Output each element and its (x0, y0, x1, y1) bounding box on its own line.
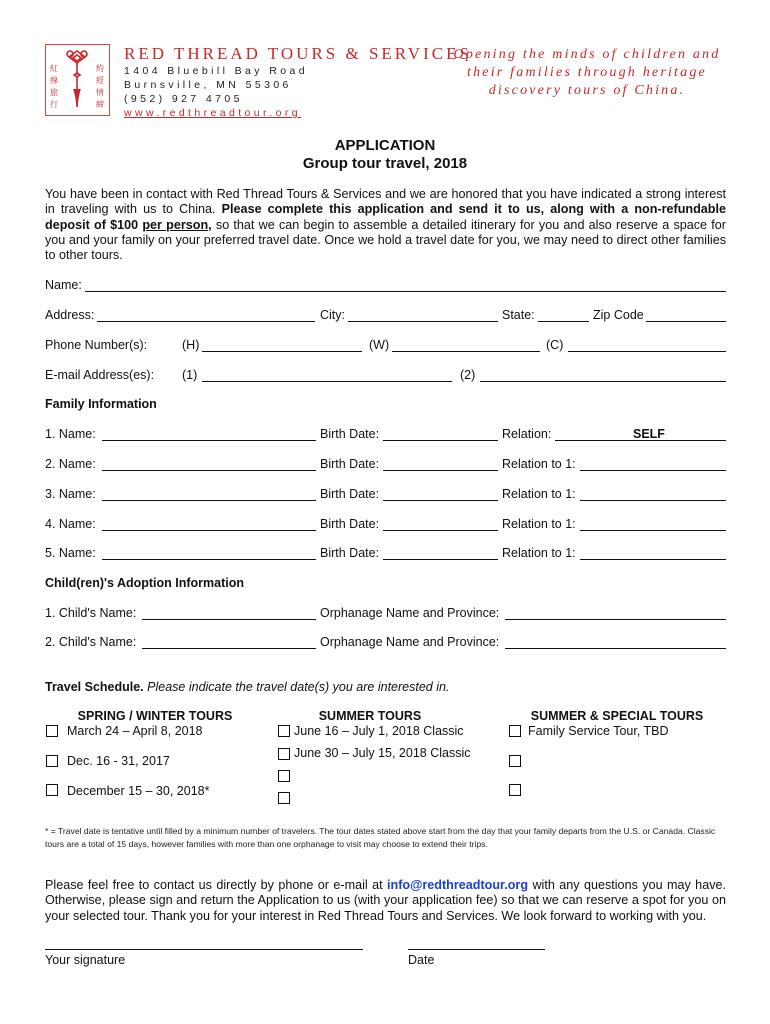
zip-field[interactable] (646, 321, 726, 322)
adoption-info-heading: Child(ren)'s Adoption Information (45, 576, 245, 590)
application-subtitle: Group tour travel, 2018 (302, 155, 468, 172)
email-1-field[interactable] (202, 381, 452, 382)
closing-paragraph (45, 878, 726, 924)
schedule-footnote: * = Travel date is tentative until filled by a minimum number of travelers. The tour dates stated above start from the day that your family departs from the U.S. or Canada. Classic tours are a total of 15 days, however families with more than one orphanage to visit may choose to extend their trips. (45, 826, 716, 849)
birth-date-field[interactable] (383, 500, 498, 501)
company-phone: (952) 927 4705 (124, 93, 243, 105)
application-title: APPLICATION (334, 137, 436, 154)
travel-schedule-title: Travel Schedule. (45, 680, 144, 694)
family-name-label: 3. Name: (45, 487, 96, 501)
tour-checkbox-blank[interactable] (509, 784, 521, 796)
city-field[interactable] (348, 321, 498, 322)
family-name-label: 1. Name: (45, 427, 96, 441)
family-name-field[interactable] (102, 559, 316, 560)
phone-cell-field[interactable] (568, 351, 726, 352)
address-field[interactable] (97, 321, 315, 322)
birth-date-field[interactable] (383, 530, 498, 531)
company-name: RED THREAD TOURS & SERVICES (124, 44, 472, 63)
orphanage-2-label: Orphanage Name and Province: (320, 635, 500, 649)
date-field[interactable] (408, 949, 545, 950)
orphanage-2-field[interactable] (505, 648, 726, 649)
svg-text:締: 締 (96, 100, 104, 109)
contact-email-link[interactable]: info@redthreadtour.org (387, 878, 529, 892)
intro-deposit-text: Please complete this application and send it to us, along with a non-refundable deposit of $100 (45, 202, 726, 232)
relation-self-value: SELF (633, 427, 665, 441)
family-name-field[interactable] (102, 470, 316, 471)
svg-text:紅: 紅 (50, 64, 58, 73)
birth-date-field[interactable] (383, 559, 498, 560)
intro-per-person: per person, (142, 217, 212, 232)
spring-winter-header: SPRING / WINTER TOURS (77, 709, 233, 723)
tour-checkbox-jun-30[interactable] (278, 748, 290, 760)
tour-checkbox-dec-2017[interactable] (46, 755, 58, 767)
birth-date-label: Birth Date: (320, 517, 380, 531)
signature-label: Your signature (45, 953, 126, 967)
tour-option-label: June 30 – July 15, 2018 Classic (294, 746, 471, 760)
phone-label: Phone Number(s): (45, 338, 148, 352)
tour-checkbox-blank[interactable] (509, 755, 521, 767)
family-name-field[interactable] (102, 500, 316, 501)
summer-special-header: SUMMER & SPECIAL TOURS (530, 709, 704, 723)
email-2-field[interactable] (480, 381, 726, 382)
address-line-1: 1404 Bluebill Bay Road (124, 65, 308, 77)
tour-checkbox-dec-2018[interactable] (46, 784, 58, 796)
email-label: E-mail Address(es): (45, 368, 155, 382)
orphanage-1-label: Orphanage Name and Province: (320, 606, 500, 620)
birth-date-field[interactable] (383, 440, 498, 441)
tour-checkbox-mar-2018[interactable] (46, 725, 58, 737)
state-label: State: (502, 308, 535, 322)
signature-field[interactable] (45, 949, 363, 950)
intro-text: You have been in contact with Red Thread Tours & Services and we are honored that you have indicated a strong interest in traveling with us to China. (45, 187, 726, 217)
intro-paragraph (45, 187, 726, 263)
closing-text-continued: with any questions you may have. Otherwise, please sign and return the Application to us (with your application fee) so that we can reserve a spot for you on your selected tour. Thank you for your interest in Red Thread Tours and Services. We look forward to working with you. (45, 878, 726, 923)
birth-date-label: Birth Date: (320, 457, 380, 471)
child-2-name-label: 2. Child's Name: (45, 635, 137, 649)
tour-checkbox-jun-16[interactable] (278, 725, 290, 737)
relation-label: Relation to 1: (502, 457, 576, 471)
closing-text: Please feel free to contact us directly by phone or e-mail at (45, 878, 388, 892)
relation-label: Relation: (502, 427, 552, 441)
relation-field[interactable] (580, 559, 726, 560)
tour-option-label: June 16 – July 1, 2018 Classic (294, 724, 464, 738)
birth-date-label: Birth Date: (320, 487, 380, 501)
address-label: Address: (45, 308, 95, 322)
phone-cell-label: (C) (546, 338, 564, 352)
tour-option-label: Family Service Tour, TBD (528, 724, 669, 738)
svg-text:行: 行 (50, 100, 58, 109)
name-label: Name: (45, 278, 82, 292)
relation-field[interactable] (580, 500, 726, 501)
chinese-knot-icon (46, 45, 109, 115)
relation-label: Relation to 1: (502, 487, 576, 501)
phone-work-label: (W) (369, 338, 390, 352)
child-1-name-label: 1. Child's Name: (45, 606, 137, 620)
child-1-name-field[interactable] (142, 619, 316, 620)
email-2-label: (2) (460, 368, 476, 382)
tour-option-label: December 15 – 30, 2018* (67, 784, 210, 798)
child-2-name-field[interactable] (142, 648, 316, 649)
svg-text:情: 情 (96, 88, 104, 97)
date-label: Date (408, 953, 435, 967)
birth-date-label: Birth Date: (320, 546, 380, 560)
relation-label: Relation to 1: (502, 546, 576, 560)
city-label: City: (320, 308, 345, 322)
phone-home-label: (H) (182, 338, 200, 352)
svg-text:線: 線 (50, 76, 58, 85)
relation-field[interactable] (580, 530, 726, 531)
svg-text:約: 約 (96, 64, 104, 73)
email-1-label: (1) (182, 368, 198, 382)
birth-date-field[interactable] (383, 470, 498, 471)
summer-header: SUMMER TOURS (318, 709, 422, 723)
tour-checkbox-blank[interactable] (278, 792, 290, 804)
tour-checkbox-blank[interactable] (278, 770, 290, 782)
orphanage-1-field[interactable] (505, 619, 726, 620)
company-logo (45, 44, 110, 116)
phone-work-field[interactable] (392, 351, 540, 352)
relation-field[interactable] (580, 470, 726, 471)
state-field[interactable] (538, 321, 589, 322)
name-field[interactable] (85, 291, 726, 292)
tour-option-label: March 24 – April 8, 2018 (67, 724, 203, 738)
phone-home-field[interactable] (202, 351, 362, 352)
family-info-heading: Family Information (45, 397, 157, 411)
travel-schedule-instruction: Please indicate the travel date(s) you are interested in. (147, 680, 450, 694)
intro-text-continued: so that we can begin to assemble a detailed itinerary for you and also reserve a space for you and your family on your preferred travel date. Once we hold a travel date for you, we may need to direct other families to other tours. (45, 217, 726, 263)
zip-label: Zip Code (593, 308, 644, 322)
birth-date-label: Birth Date: (320, 427, 380, 441)
travel-schedule-heading (45, 680, 449, 694)
svg-text:經: 經 (96, 76, 104, 85)
company-tagline: Opening the minds of children and their families through heritage discovery tours of China. (453, 47, 721, 98)
tour-checkbox-family-service[interactable] (509, 725, 521, 737)
svg-text:旅: 旅 (50, 88, 58, 97)
company-website-link[interactable]: www.redthreadtour.org (124, 107, 302, 119)
family-name-label: 4. Name: (45, 517, 96, 531)
address-line-2: Burnsville, MN 55306 (124, 79, 292, 91)
family-name-field[interactable] (102, 530, 316, 531)
family-name-label: 5. Name: (45, 546, 96, 560)
tour-option-label: Dec. 16 - 31, 2017 (67, 754, 170, 768)
relation-label: Relation to 1: (502, 517, 576, 531)
family-name-field[interactable] (102, 440, 316, 441)
family-name-label: 2. Name: (45, 457, 96, 471)
